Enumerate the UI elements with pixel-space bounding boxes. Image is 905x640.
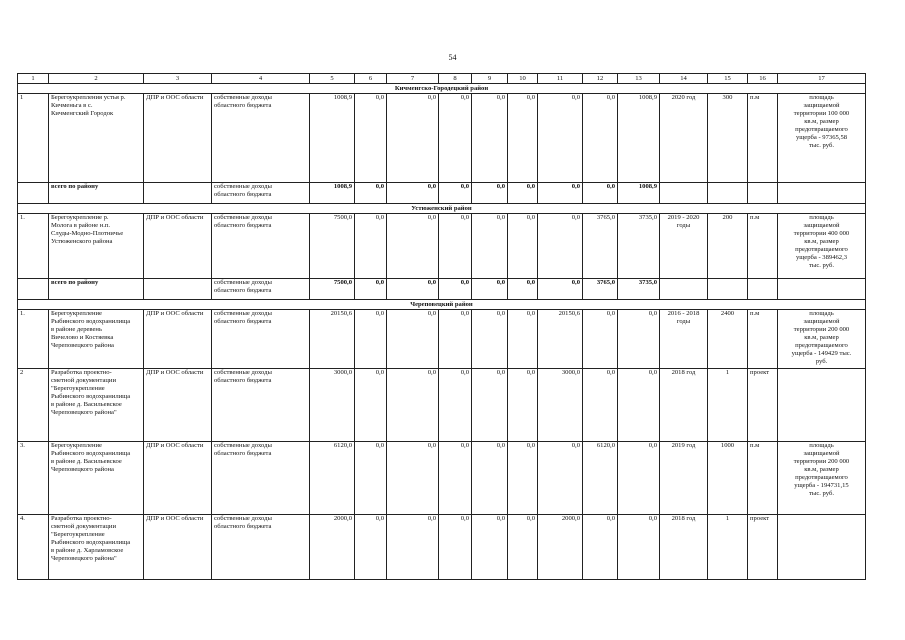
page-number: 54 — [448, 53, 457, 62]
cell-col-13: 0,0 — [618, 310, 660, 369]
cell-col-2: Берегоукрепления устья р. Кичменьга в с. Кичменгский Городок — [49, 94, 144, 183]
total-cell-col-8: 0,0 — [439, 183, 472, 204]
cell-col-16: п.м — [748, 94, 778, 183]
total-cell-col-1 — [18, 279, 49, 300]
total-cell-col-4: собственные доходы областного бюджета — [212, 183, 310, 204]
cell-col-7: 0,0 — [387, 94, 439, 183]
cell-col-14: 2018 год — [660, 515, 708, 580]
cell-col-4: собственные доходы областного бюджета — [212, 310, 310, 369]
cell-col-9: 0,0 — [472, 515, 508, 580]
cell-col-3: ДПР и ООС области — [144, 310, 212, 369]
cell-col-7: 0,0 — [387, 310, 439, 369]
cell-col-7: 0,0 — [387, 515, 439, 580]
cell-col-4: собственные доходы областного бюджета — [212, 515, 310, 580]
column-number-cell: 11 — [538, 74, 583, 84]
total-cell-col-5: 7500,0 — [310, 279, 355, 300]
column-number-cell: 14 — [660, 74, 708, 84]
district-total-row — [18, 183, 866, 204]
total-cell-col-12: 3765,0 — [583, 279, 618, 300]
cell-col-15: 1 — [708, 369, 748, 442]
district-total-row — [18, 279, 866, 300]
cell-col-3: ДПР и ООС области — [144, 94, 212, 183]
total-cell-col-15 — [708, 183, 748, 204]
total-cell-col-5: 1008,9 — [310, 183, 355, 204]
total-cell-col-2: всего по району — [49, 183, 144, 204]
cell-col-5: 2000,0 — [310, 515, 355, 580]
cell-col-16: п.м — [748, 214, 778, 279]
total-cell-col-11: 0,0 — [538, 183, 583, 204]
cell-col-9: 0,0 — [472, 369, 508, 442]
section-title-row — [18, 84, 866, 94]
cell-col-14: 2019 - 2020 годы — [660, 214, 708, 279]
column-number-cell: 1 — [18, 74, 49, 84]
cell-col-17 — [778, 369, 866, 442]
column-number-row — [18, 74, 866, 84]
cell-col-10: 0,0 — [508, 515, 538, 580]
cell-col-1: 1 — [18, 94, 49, 183]
cell-col-8: 0,0 — [439, 515, 472, 580]
cell-col-8: 0,0 — [439, 310, 472, 369]
cell-col-14: 2020 год — [660, 94, 708, 183]
column-number-cell: 13 — [618, 74, 660, 84]
total-cell-col-6: 0,0 — [355, 279, 387, 300]
total-cell-col-10: 0,0 — [508, 279, 538, 300]
column-number-cell: 12 — [583, 74, 618, 84]
cell-col-6: 0,0 — [355, 310, 387, 369]
column-number-cell: 8 — [439, 74, 472, 84]
cell-col-9: 0,0 — [472, 214, 508, 279]
budget-table — [17, 73, 866, 580]
cell-col-2: Берегоукрепление р. Молога в районе н.п. Слуды-Модно-Плотничье Устюженского района — [49, 214, 144, 279]
total-cell-col-9: 0,0 — [472, 183, 508, 204]
total-cell-col-10: 0,0 — [508, 183, 538, 204]
cell-col-13: 0,0 — [618, 515, 660, 580]
cell-col-3: ДПР и ООС области — [144, 515, 212, 580]
total-cell-col-16 — [748, 183, 778, 204]
cell-col-5: 3000,0 — [310, 369, 355, 442]
cell-col-5: 20150,6 — [310, 310, 355, 369]
cell-col-16: п.м — [748, 310, 778, 369]
total-cell-col-2: всего по району — [49, 279, 144, 300]
cell-col-6: 0,0 — [355, 515, 387, 580]
cell-col-12: 6120,0 — [583, 442, 618, 515]
cell-col-6: 0,0 — [355, 214, 387, 279]
total-cell-col-14 — [660, 183, 708, 204]
total-cell-col-14 — [660, 279, 708, 300]
cell-col-14: 2019 год — [660, 442, 708, 515]
total-cell-col-15 — [708, 279, 748, 300]
cell-col-14: 2018 год — [660, 369, 708, 442]
cell-col-3: ДПР и ООС области — [144, 369, 212, 442]
cell-col-17 — [778, 515, 866, 580]
cell-col-12: 0,0 — [583, 369, 618, 442]
cell-col-11: 2000,0 — [538, 515, 583, 580]
cell-col-11: 0,0 — [538, 214, 583, 279]
cell-col-5: 6120,0 — [310, 442, 355, 515]
cell-col-16: проект — [748, 369, 778, 442]
cell-col-12: 0,0 — [583, 515, 618, 580]
cell-col-11: 3000,0 — [538, 369, 583, 442]
cell-col-6: 0,0 — [355, 94, 387, 183]
cell-col-13: 0,0 — [618, 369, 660, 442]
total-cell-col-7: 0,0 — [387, 183, 439, 204]
cell-col-1: 3. — [18, 442, 49, 515]
cell-col-8: 0,0 — [439, 442, 472, 515]
column-number-cell: 4 — [212, 74, 310, 84]
cell-col-10: 0,0 — [508, 369, 538, 442]
cell-col-15: 200 — [708, 214, 748, 279]
column-number-cell: 17 — [778, 74, 866, 84]
cell-col-10: 0,0 — [508, 214, 538, 279]
cell-col-10: 0,0 — [508, 94, 538, 183]
table-row — [18, 310, 866, 369]
total-cell-col-6: 0,0 — [355, 183, 387, 204]
cell-col-11: 20150,6 — [538, 310, 583, 369]
cell-col-9: 0,0 — [472, 310, 508, 369]
total-cell-col-16 — [748, 279, 778, 300]
cell-col-3: ДПР и ООС области — [144, 214, 212, 279]
total-cell-col-17 — [778, 279, 866, 300]
cell-col-17: площадь защищаемой территории 400 000 кв.м, размер предотвращаемого ущерба - 389462,3 тыс. руб. — [778, 214, 866, 279]
column-number-cell: 16 — [748, 74, 778, 84]
cell-col-1: 4. — [18, 515, 49, 580]
total-cell-col-11: 0,0 — [538, 279, 583, 300]
total-cell-col-3 — [144, 279, 212, 300]
cell-col-10: 0,0 — [508, 442, 538, 515]
cell-col-11: 0,0 — [538, 94, 583, 183]
section-title: Кичменгско-Городецкий район — [18, 84, 866, 94]
total-cell-col-1 — [18, 183, 49, 204]
cell-col-9: 0,0 — [472, 94, 508, 183]
cell-col-13: 0,0 — [618, 442, 660, 515]
cell-col-4: собственные доходы областного бюджета — [212, 94, 310, 183]
cell-col-7: 0,0 — [387, 442, 439, 515]
cell-col-15: 300 — [708, 94, 748, 183]
cell-col-1: 1. — [18, 214, 49, 279]
cell-col-17: площадь защищаемой территории 200 000 кв.м, размер предотвращаемого ущерба - 149429 тыс. руб. — [778, 310, 866, 369]
cell-col-2: Разработка проектно- сметной документации "Берегоукрепление Рыбинского водохранилища в районе д. Харламовское Череповецкого района" — [49, 515, 144, 580]
cell-col-2: Берегоукрепление Рыбинского водохранилища в районе д. Васильевское Череповецкого района — [49, 442, 144, 515]
column-number-cell: 7 — [387, 74, 439, 84]
cell-col-8: 0,0 — [439, 214, 472, 279]
column-number-cell: 2 — [49, 74, 144, 84]
cell-col-1: 2 — [18, 369, 49, 442]
cell-col-16: проект — [748, 515, 778, 580]
section-title-row — [18, 204, 866, 214]
total-cell-col-17 — [778, 183, 866, 204]
column-number-cell: 3 — [144, 74, 212, 84]
cell-col-17: площадь защищаемой территории 200 000 кв.м, размер предотвращаемого ущерба - 194731,15 тыс. руб. — [778, 442, 866, 515]
cell-col-13: 1008,9 — [618, 94, 660, 183]
total-cell-col-12: 0,0 — [583, 183, 618, 204]
cell-col-3: ДПР и ООС области — [144, 442, 212, 515]
cell-col-6: 0,0 — [355, 442, 387, 515]
cell-col-7: 0,0 — [387, 369, 439, 442]
cell-col-14: 2016 - 2018 годы — [660, 310, 708, 369]
cell-col-4: собственные доходы областного бюджета — [212, 214, 310, 279]
cell-col-12: 0,0 — [583, 94, 618, 183]
total-cell-col-7: 0,0 — [387, 279, 439, 300]
total-cell-col-9: 0,0 — [472, 279, 508, 300]
column-number-cell: 15 — [708, 74, 748, 84]
cell-col-9: 0,0 — [472, 442, 508, 515]
column-number-cell: 6 — [355, 74, 387, 84]
column-number-cell: 5 — [310, 74, 355, 84]
cell-col-11: 0,0 — [538, 442, 583, 515]
cell-col-5: 7500,0 — [310, 214, 355, 279]
cell-col-15: 2400 — [708, 310, 748, 369]
cell-col-4: собственные доходы областного бюджета — [212, 369, 310, 442]
cell-col-6: 0,0 — [355, 369, 387, 442]
cell-col-8: 0,0 — [439, 94, 472, 183]
cell-col-15: 1000 — [708, 442, 748, 515]
section-title-row — [18, 300, 866, 310]
cell-col-1: 1. — [18, 310, 49, 369]
cell-col-2: Разработка проектно- сметной документации "Берегоукрепление Рыбинского водохранилища в районе д. Васильевское Череповецкого района" — [49, 369, 144, 442]
total-cell-col-8: 0,0 — [439, 279, 472, 300]
table-row — [18, 214, 866, 279]
section-title: Череповецкий район — [18, 300, 866, 310]
cell-col-12: 3765,0 — [583, 214, 618, 279]
cell-col-5: 1008,9 — [310, 94, 355, 183]
cell-col-2: Берегоукрепление Рыбинского водохранилища в районе деревень Вичелово и Костяевка Череповецкого района — [49, 310, 144, 369]
cell-col-13: 3735,0 — [618, 214, 660, 279]
cell-col-8: 0,0 — [439, 369, 472, 442]
column-number-cell: 9 — [472, 74, 508, 84]
table-row — [18, 515, 866, 580]
cell-col-16: п.м — [748, 442, 778, 515]
cell-col-4: собственные доходы областного бюджета — [212, 442, 310, 515]
table-row — [18, 369, 866, 442]
total-cell-col-3 — [144, 183, 212, 204]
cell-col-15: 1 — [708, 515, 748, 580]
cell-col-7: 0,0 — [387, 214, 439, 279]
total-cell-col-13: 1008,9 — [618, 183, 660, 204]
column-number-cell: 10 — [508, 74, 538, 84]
table-row — [18, 94, 866, 183]
total-cell-col-4: собственные доходы областного бюджета — [212, 279, 310, 300]
cell-col-12: 0,0 — [583, 310, 618, 369]
table-row — [18, 442, 866, 515]
cell-col-17: площадь защищаемой территории 100 000 кв.м, размер предотвращаемого ущерба - 97365,58 тыс. руб. — [778, 94, 866, 183]
section-title: Устюженский район — [18, 204, 866, 214]
total-cell-col-13: 3735,0 — [618, 279, 660, 300]
cell-col-10: 0,0 — [508, 310, 538, 369]
